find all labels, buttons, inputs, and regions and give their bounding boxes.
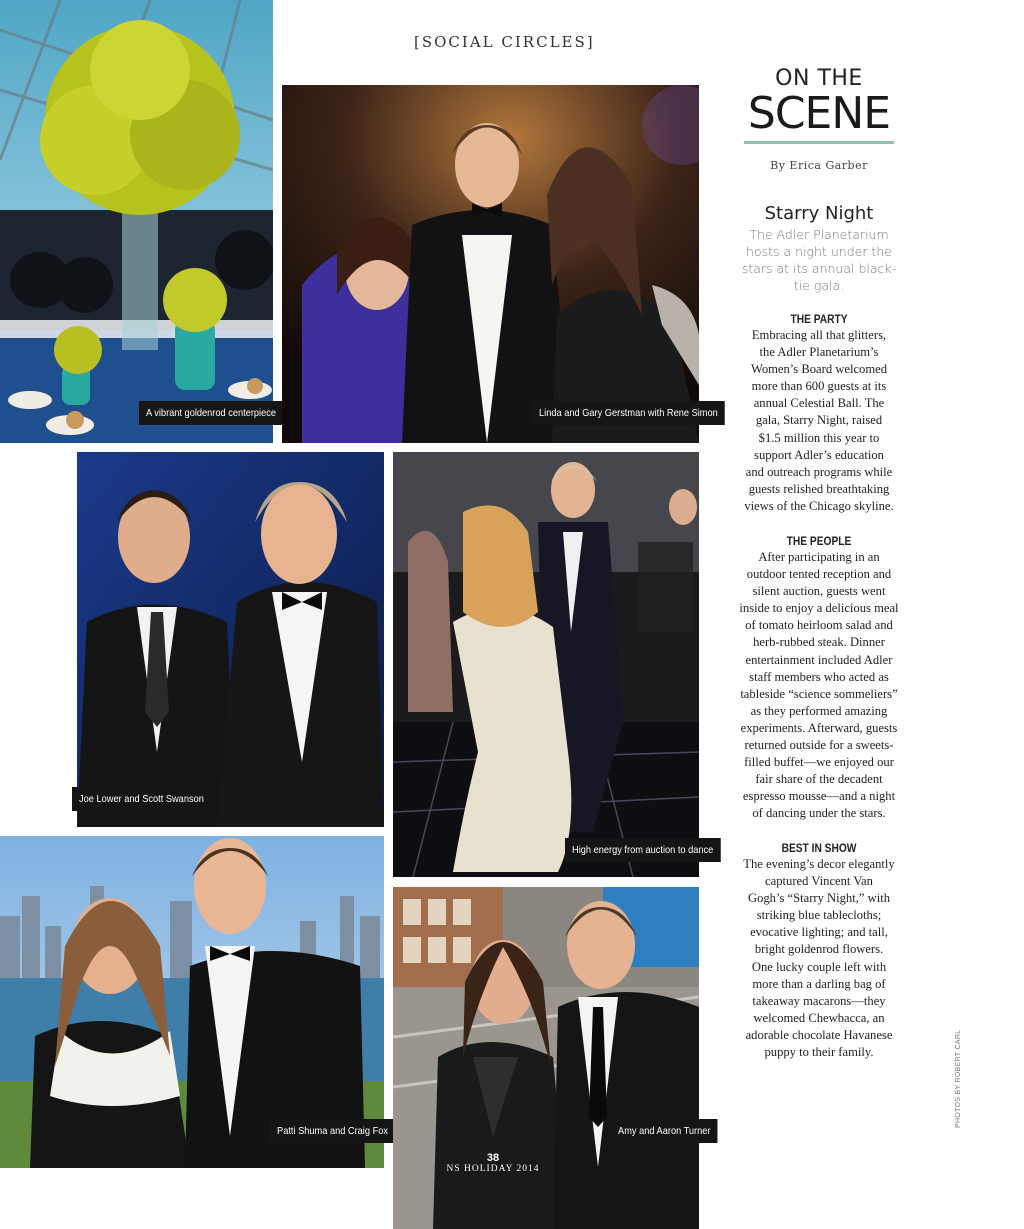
page-number: 38 <box>486 1152 500 1164</box>
section-heading: BEST IN SHOW <box>781 841 857 855</box>
body-line: welcomed Chewbacca, an <box>753 1010 885 1025</box>
body-line: support Adler’s education <box>754 447 884 462</box>
page-folio <box>438 1152 548 1174</box>
body-line: Embracing all that glitters, <box>751 328 887 342</box>
body-line: evocative lighting; and tall, <box>750 925 888 940</box>
body-line: espresso mousse—and a night <box>742 789 896 804</box>
section-heading: THE PARTY <box>790 312 848 326</box>
masthead-line1: ON THE <box>775 66 863 91</box>
section-heading: THE PEOPLE <box>786 534 852 548</box>
body-line: gala, Starry Night, raised <box>755 413 883 428</box>
photo-caption: Amy and Aaron Turner <box>611 1119 718 1143</box>
photo-turner <box>393 887 699 1229</box>
article-section-best-in-show <box>728 841 910 1061</box>
body-line: Women’s Board welcomed <box>750 362 888 377</box>
body-line: inside to enjoy a delicious meal <box>739 601 899 616</box>
body-line: staff members who acted as <box>749 669 889 684</box>
body-line: guests relished breathtaking <box>748 481 890 496</box>
masthead-line2: SCENE <box>747 88 891 139</box>
section-body <box>728 856 910 1061</box>
body-line: outdoor tented reception and <box>746 567 892 582</box>
photo-caption: High energy from auction to dance <box>565 838 720 862</box>
body-line: more than 600 guests at its <box>751 379 887 394</box>
photo-caption: A vibrant goldenrod centerpiece <box>139 401 283 425</box>
body-line: bright goldenrod flowers. <box>754 942 884 957</box>
photo-centerpiece <box>0 0 273 443</box>
body-line: as they performed amazing <box>750 703 888 718</box>
photo-caption: Patti Shuma and Craig Fox <box>270 1119 395 1143</box>
body-line: puppy to their family. <box>764 1045 874 1060</box>
story-dek: The Adler Planetarium hosts a night under the stars at its annual black-tie gala. <box>741 227 897 293</box>
body-line: more than a darling bag of <box>752 976 886 991</box>
body-line: filled buffet—we enjoyed our <box>744 755 894 770</box>
publication-name: NS HOLIDAY 2014 <box>446 1164 540 1174</box>
photo-gerstman-simon <box>282 85 699 443</box>
body-line: takeaway macarons—they <box>752 993 886 1008</box>
photo-caption: Linda and Gary Gerstman with Rene Simon <box>532 401 725 425</box>
section-label: [SOCIAL CIRCLES] <box>414 33 595 51</box>
body-line: of tomato heirloom salad and <box>745 618 893 633</box>
body-line: herb-rubbed steak. Dinner <box>753 635 885 650</box>
section-body <box>728 327 910 515</box>
body-line: $1.5 million this year to <box>758 430 880 445</box>
body-line: views of the Chicago skyline. <box>744 498 894 513</box>
section-body <box>728 549 910 823</box>
body-line: Gogh’s “Starry Night,” with <box>747 891 890 906</box>
body-line: silent auction, guests went <box>752 584 886 599</box>
photo-lower-swanson <box>77 452 384 827</box>
body-line: entertainment included Adler <box>745 652 893 667</box>
body-line: experiments. Afterward, guests <box>740 720 898 735</box>
photo-dance <box>393 452 699 877</box>
body-line: The evening’s decor elegantly <box>743 857 895 871</box>
masthead-rule <box>744 141 894 144</box>
photo-caption: Joe Lower and Scott Swanson <box>72 787 211 811</box>
body-line: and outreach programs while <box>745 464 893 479</box>
body-line: of dancing under the stars. <box>752 806 886 821</box>
body-line: the Adler Planetarium’s <box>759 345 879 360</box>
article-section-party <box>728 312 910 515</box>
body-line: annual Celestial Ball. The <box>753 396 885 411</box>
body-line: captured Vincent Van <box>765 874 873 889</box>
byline: By Erica Garber <box>770 159 868 172</box>
body-line: fair share of the decadent <box>755 772 883 787</box>
body-line: returned outside for a sweets- <box>744 738 894 753</box>
body-line: After participating in an <box>758 550 880 564</box>
body-line: adorable chocolate Havanese <box>745 1027 893 1042</box>
body-line: striking blue tablecloths; <box>756 908 882 923</box>
photo-credit: PHOTOS BY ROBERT CARL <box>955 1029 962 1128</box>
body-line: One lucky couple left with <box>751 959 887 974</box>
article-section-people <box>728 534 910 823</box>
story-title: Starry Night <box>764 203 874 224</box>
body-line: tableside “science sommeliers” <box>740 686 898 701</box>
